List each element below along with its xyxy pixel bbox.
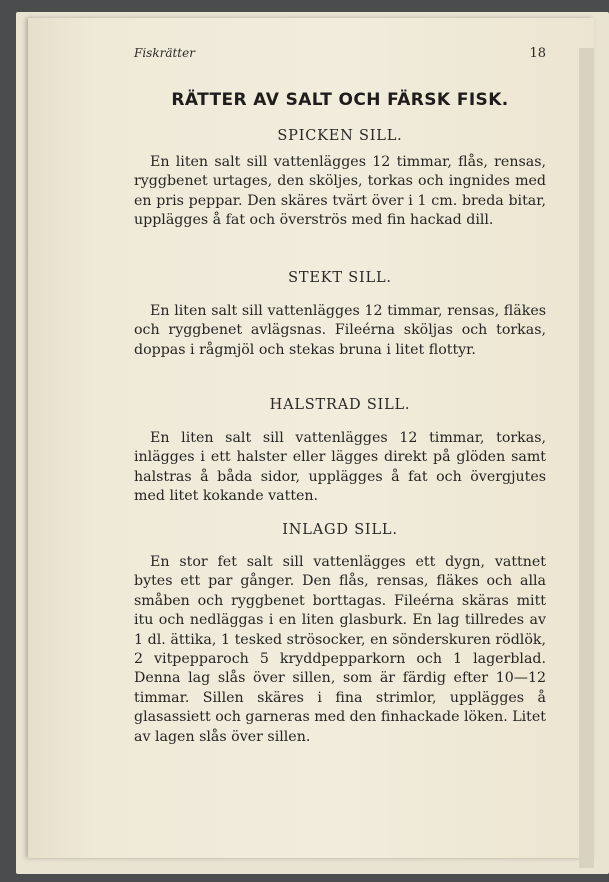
next-page-edge [579, 48, 594, 868]
recipe-title-halstrad-sill: HALSTRAD SILL. [269, 397, 411, 413]
running-title: Fiskrätter [134, 46, 195, 60]
recipe-text-spicken-sill: En liten salt sill vattenlägges 12 timmar, flås, rensas, ryggbenet urtages, den sköljes, torkas och ingnides med en pris peppar. Den skäres tvärt över i 1 cm. breda bitar, upplägges å fat och överströs med fin hackad dill. [134, 154, 546, 229]
recipe-text-stekt-sill: En liten salt sill vattenlägges 12 timmar, rensas, fläkes och ryggbenet avlägsnas. Fileérna sköljas och torkas, doppas i rågmjöl och stekas bruna i litet flottyr. [134, 303, 546, 358]
recipe-title-stekt-sill: STEKT SILL. [288, 270, 392, 286]
recipe-title-spicken-sill: SPICKEN SILL. [277, 128, 403, 144]
recipe-title-inlagd-sill: INLAGD SILL. [282, 522, 398, 538]
recipe-text-inlagd-sill: En stor fet salt sill vattenlägges ett dygn, vattnet bytes ett par gånger. Den flås, rensas, fläkes och alla småben och ryggbenet borttagas. Fileérna skäras mitt itu och nedläggas i en liten glasburk. En lag tillredes av 1 dl. ättika, 1 tesked strösocker, en sönderskuren rödlök, 2 vitpepparoch 5 kryddpepparkorn och 1 lagerblad. Denna lag slås över sillen, som är färdig efter 10—12 timmar. Sillen skäres i fina strimlor, upplägges å glasassiett och garneras med den finhackade löken. Litet av lagen slås över sillen. [134, 554, 546, 745]
page-number: 18 [529, 46, 546, 61]
recipe-text-halstrad-sill: En liten salt sill vattenlägges 12 timmar, torkas, inlägges i ett halster eller lägges direkt på glöden samt halstras å båda sidor, upplägges å fat och övergjutes med litet kokande vatten. [134, 430, 546, 505]
page-header [134, 46, 546, 64]
chapter-title: RÄTTER AV SALT OCH FÄRSK FISK. [171, 90, 509, 110]
